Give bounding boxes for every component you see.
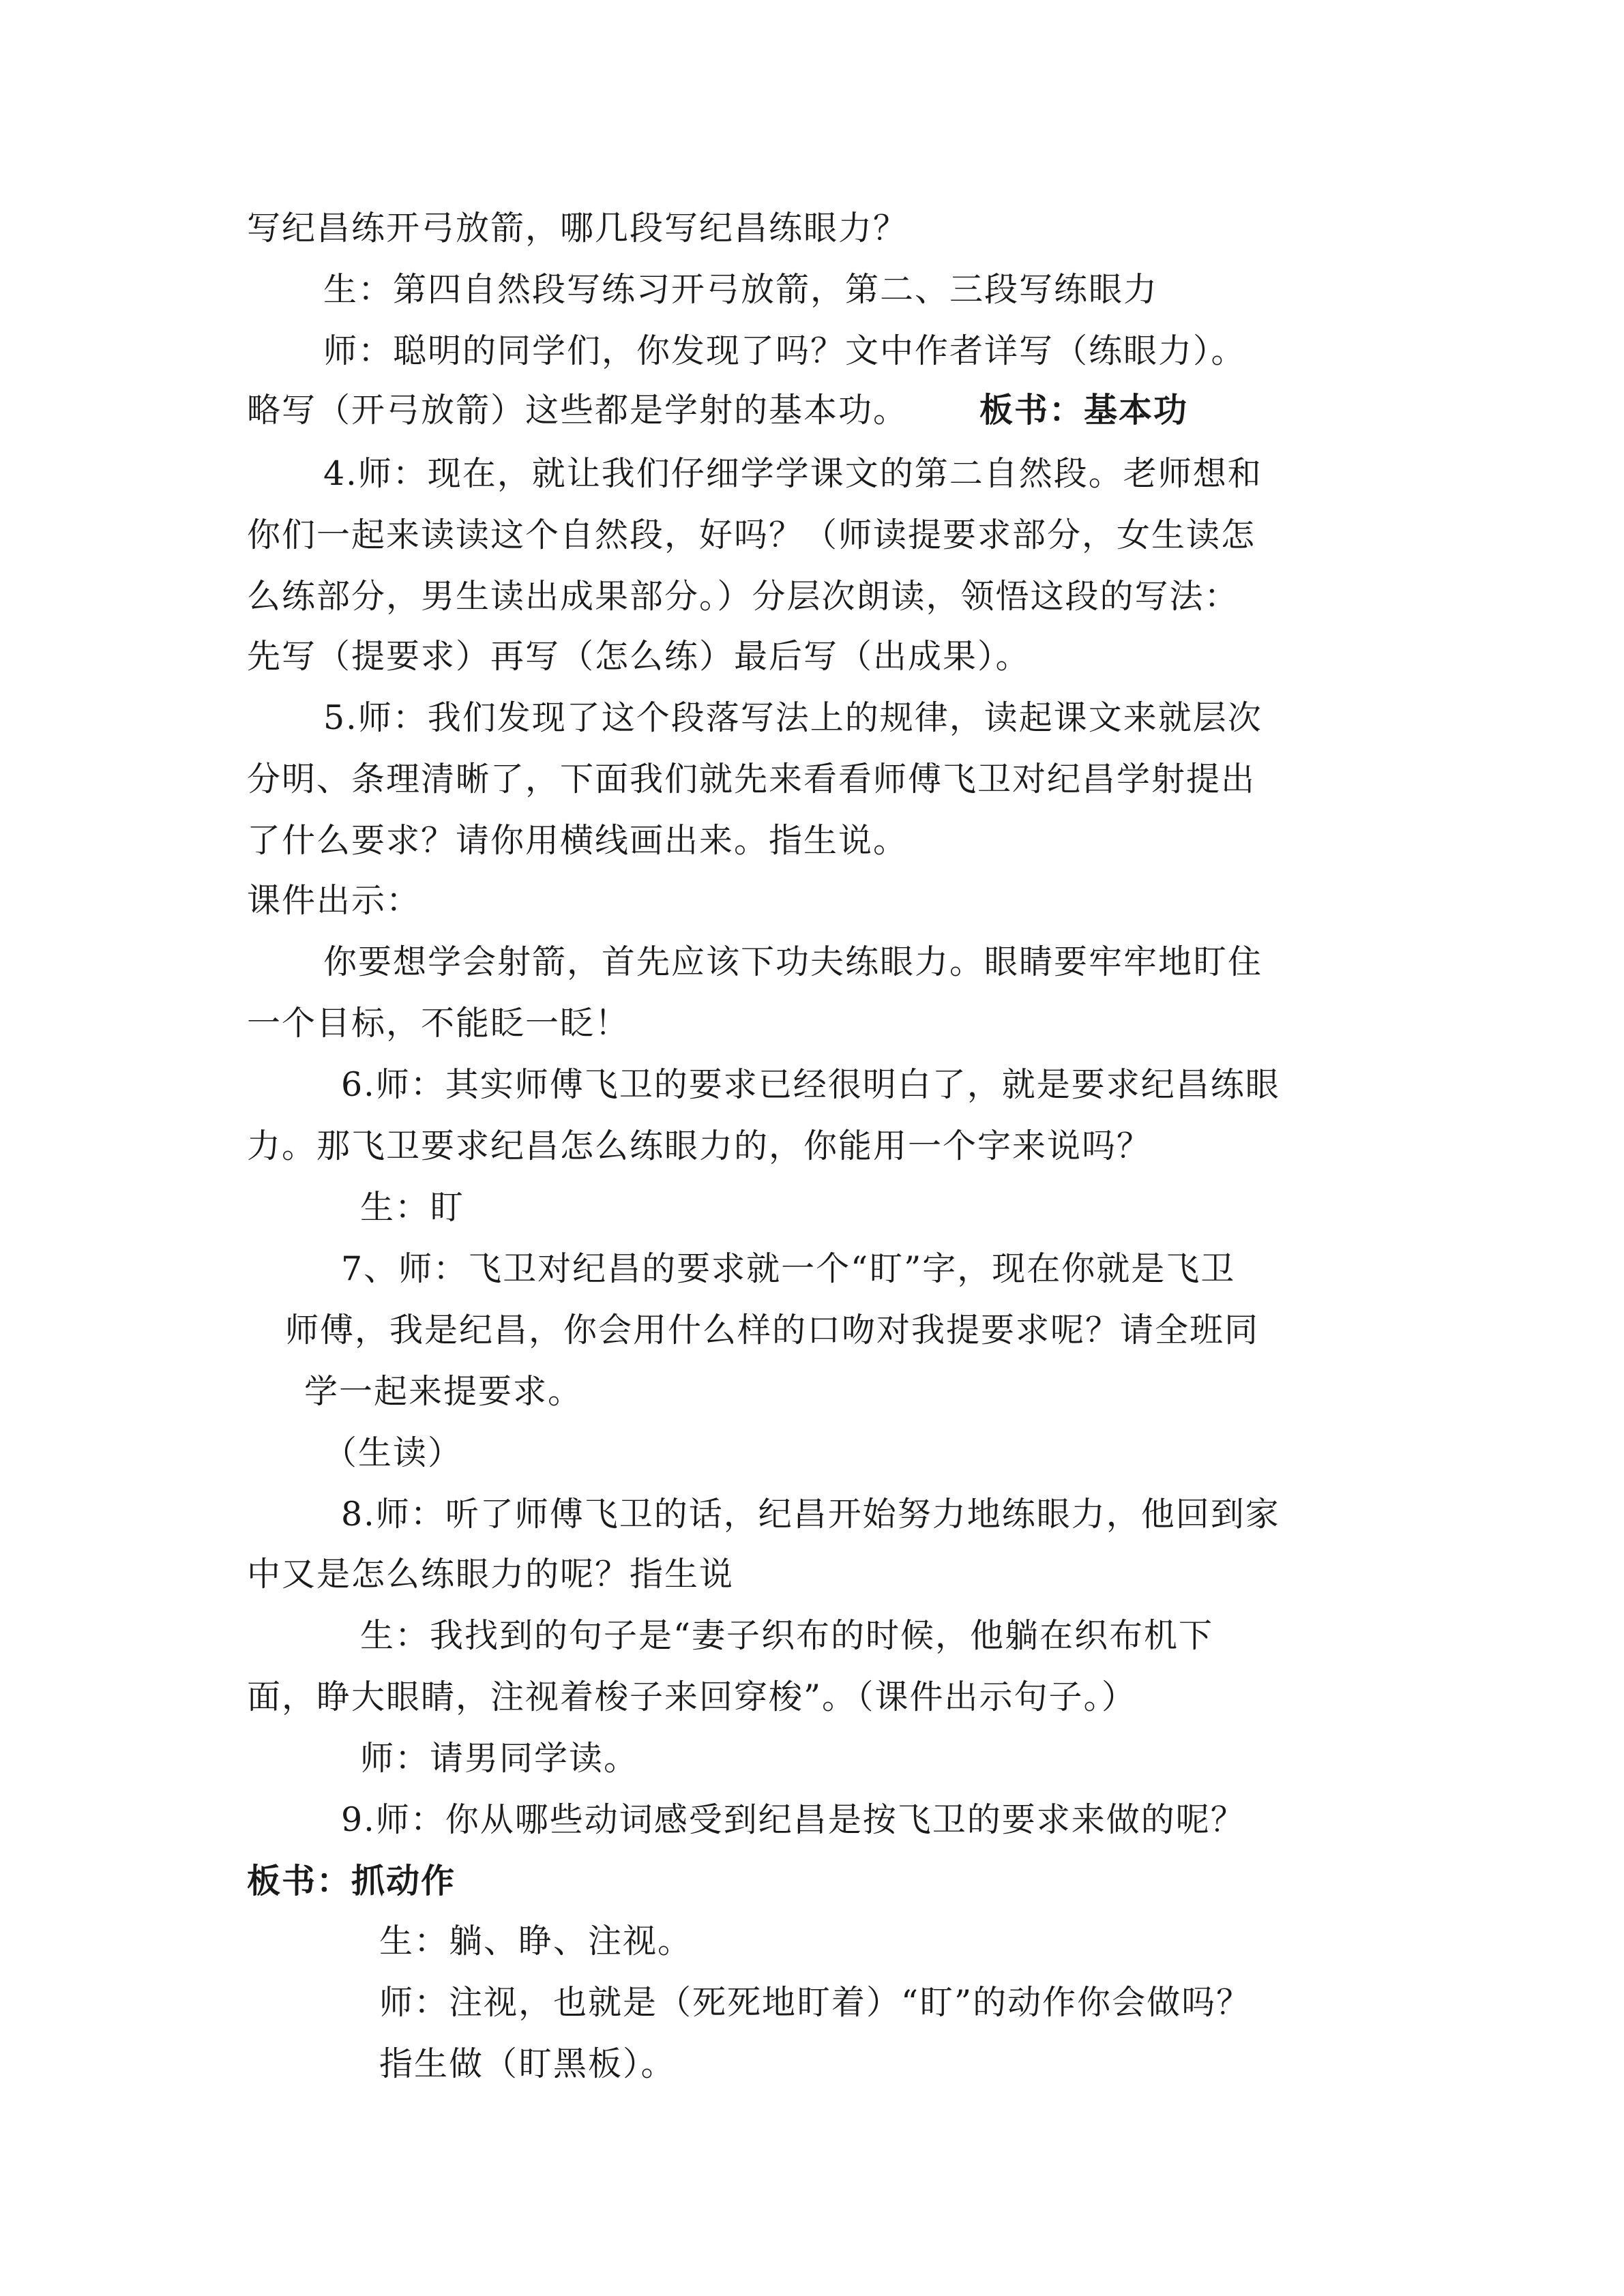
text-line: 5.师：我们发现了这个段落写法上的规律，读起课文来就层次 — [323, 698, 1263, 737]
text-line: 师：请男同学读。 — [360, 1739, 639, 1778]
text-line: 生：我找到的句子是“妻子织布的时候，他躺在织布机下 — [360, 1616, 1214, 1655]
board-note-heading: 板书：基本功 — [979, 391, 1189, 430]
text-line: 力。那飞卫要求纪昌怎么练眼力的，你能用一个字来说吗？ — [247, 1127, 1152, 1165]
text-line: 你们一起来读读这个自然段，好吗？（师读提要求部分，女生读怎 — [247, 516, 1256, 554]
text-line: 课件出示： — [247, 881, 422, 920]
text-line: 分明、条理清晰了，下面我们就先来看看师傅飞卫对纪昌学射提出 — [247, 760, 1256, 799]
text-line: 你要想学会射箭，首先应该下功夫练眼力。眼睛要牢牢地盯住 — [323, 942, 1263, 981]
text-line: 师：注视，也就是（死死地盯着）“盯”的动作你会做吗？ — [379, 1983, 1252, 2022]
text-line: 一个目标，不能眨一眨！ — [247, 1004, 630, 1043]
text-line: 7、师：飞卫对纪昌的要求就一个“盯”字，现在你就是飞卫 — [341, 1249, 1236, 1288]
text-line: 学一起来提要求。 — [304, 1372, 583, 1411]
text-line: 6.师：其实师傅飞卫的要求已经很明白了，就是要求纪昌练眼 — [341, 1065, 1280, 1104]
text-line: 8.师：听了师傅飞卫的话，纪昌开始努力地练眼力，他回到家 — [341, 1495, 1280, 1534]
text-line: 了什么要求？请你用横线画出来。指生说。 — [247, 821, 909, 860]
text-line: 4.师：现在，就让我们仔细学学课文的第二自然段。老师想和 — [323, 454, 1263, 493]
text-line: 略写（开弓放箭）这些都是学射的基本功。 — [247, 391, 909, 430]
text-line: 面，睁大眼睛，注视着梭子来回穿梭”。（课件出示句子。） — [247, 1678, 1137, 1716]
text-line: 师傅，我是纪昌，你会用什么样的口吻对我提要求呢？请全班同 — [285, 1311, 1260, 1350]
text-line: 生：盯 — [360, 1188, 465, 1227]
text-line: 师：聪明的同学们，你发现了吗？文中作者详写（练眼力）。 — [323, 331, 1246, 370]
text-line: 先写（提要求）再写（怎么练）最后写（出成果）。 — [247, 637, 1031, 676]
text-line: 指生做（盯黑板）。 — [379, 2044, 676, 2083]
text-line: （生读） — [323, 1433, 463, 1472]
text-line: 生：躺、睁、注视。 — [379, 1922, 693, 1960]
board-note-heading: 板书：抓动作 — [247, 1862, 456, 1900]
text-line: 中又是怎么练眼力的呢？指生说 — [247, 1555, 735, 1594]
text-line: 9.师：你从哪些动词感受到纪昌是按飞卫的要求来做的呢？ — [341, 1800, 1245, 1839]
text-line: 写纪昌练开弓放箭，哪几段写纪昌练眼力？ — [247, 209, 909, 248]
text-line: 生：第四自然段写练习开弓放箭，第二、三段写练眼力 — [323, 270, 1159, 309]
text-line: 么练部分，男生读出成果部分。）分层次朗读，领悟这段的写法： — [247, 577, 1239, 616]
